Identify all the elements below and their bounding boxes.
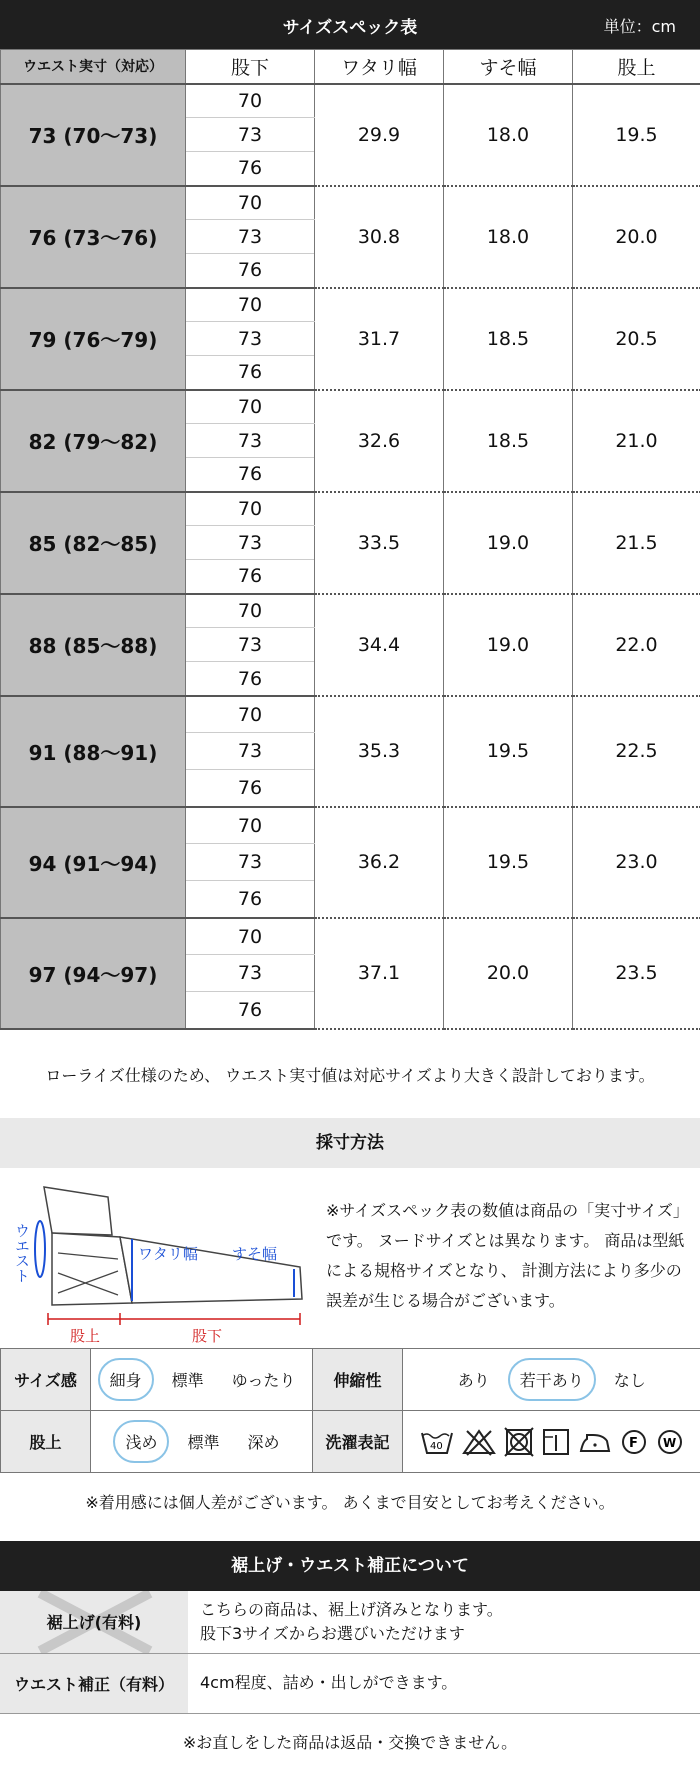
inseam-cell: 73 <box>186 322 315 356</box>
inseam-cell: 70 <box>186 492 315 526</box>
table-row <box>1 84 700 118</box>
stretch-option-slight: 若干あり <box>508 1358 596 1401</box>
rise-option-standard: 標準 <box>187 1433 220 1452</box>
col-header-hem: すそ幅 <box>444 50 573 84</box>
stretch-label: 伸縮性 <box>313 1349 403 1411</box>
inseam-cell: 73 <box>186 220 315 254</box>
laundry-label: 洗濯表記 <box>313 1411 403 1473</box>
inseam-label: 股下 <box>192 1327 223 1345</box>
page-title: サイズスペック表 <box>282 18 418 38</box>
inseam-cell: 73 <box>186 628 315 662</box>
no-tumble-dry-icon <box>503 1427 535 1457</box>
fit-option-loose: ゆったり <box>231 1371 296 1390</box>
inseam-cell: 73 <box>186 424 315 458</box>
wetclean-w-icon <box>655 1427 685 1457</box>
svg-text:W: W <box>662 1435 676 1450</box>
fit-disclaimer: ※着用感には個人差がございます。 あくまで目安としてお考えください。 <box>85 1493 615 1512</box>
waist-cell: 79 (76〜79) <box>1 288 186 390</box>
fit-table <box>0 1348 700 1473</box>
inseam-cell: 76 <box>186 152 315 186</box>
hem-section-title: 裾上げ・ウエスト補正について <box>0 1541 700 1591</box>
inseam-cell: 73 <box>186 844 315 881</box>
inseam-cell: 73 <box>186 526 315 560</box>
wash-40-icon <box>419 1427 455 1457</box>
rise-cell: 23.5 <box>573 918 700 1029</box>
thigh-cell: 37.1 <box>315 918 444 1029</box>
waist-label: ウエスト <box>13 1223 31 1283</box>
table-row <box>1 492 700 526</box>
hem-table <box>0 1591 700 1714</box>
rise-cell: 20.5 <box>573 288 700 390</box>
hem-cell: 19.0 <box>444 594 573 696</box>
col-header-inseam: 股下 <box>186 50 315 84</box>
pants-measure-diagram <box>0 1175 320 1345</box>
unit-label: 単位：cm <box>603 17 676 36</box>
waist-cell: 97 (94〜97) <box>1 918 186 1029</box>
inseam-cell: 70 <box>186 186 315 220</box>
laundry-icons <box>403 1427 700 1457</box>
hip-shape <box>52 1233 132 1305</box>
svg-text:F: F <box>628 1435 638 1451</box>
fit-label: サイズ感 <box>1 1349 91 1411</box>
size-table <box>0 49 700 1030</box>
inseam-cell: 76 <box>186 560 315 594</box>
hem-cell: 19.5 <box>444 696 573 807</box>
inseam-cell: 76 <box>186 356 315 390</box>
col-header-thigh: ワタリ幅 <box>315 50 444 84</box>
svg-text:40: 40 <box>429 1440 443 1452</box>
thigh-cell: 33.5 <box>315 492 444 594</box>
inseam-cell: 70 <box>186 918 315 955</box>
hem-cell: 18.5 <box>444 390 573 492</box>
rise-cell: 21.0 <box>573 390 700 492</box>
rise-label: 股上 <box>70 1327 101 1345</box>
hem-description <box>188 1591 700 1653</box>
rise-cell: 23.0 <box>573 807 700 918</box>
rise-cell: 20.0 <box>573 186 700 288</box>
inseam-cell: 70 <box>186 288 315 322</box>
header-bar <box>0 0 700 49</box>
thigh-label: ワタリ幅 <box>138 1245 198 1263</box>
inseam-cell: 76 <box>186 662 315 696</box>
inseam-cell: 73 <box>186 955 315 992</box>
inseam-cell: 73 <box>186 733 315 770</box>
no-bleach-icon <box>461 1427 497 1457</box>
waistband-shape <box>44 1187 112 1235</box>
waist-cell: 76 (73〜76) <box>1 186 186 288</box>
inseam-cell: 73 <box>186 118 315 152</box>
hem-line-2: 股下3サイズからお選びいただけます <box>200 1623 465 1643</box>
rise-cell: 22.5 <box>573 696 700 807</box>
thigh-cell: 32.6 <box>315 390 444 492</box>
waist-adjust-label: ウエスト補正（有料） <box>0 1653 188 1713</box>
thigh-cell: 36.2 <box>315 807 444 918</box>
thigh-cell: 31.7 <box>315 288 444 390</box>
measure-note: ※サイズスペック表の数値は商品の「実寸サイズ」です。 ヌードサイズとは異なります。 商品は型紙による規格サイズとなり、 計測方法により多少の誤差が生じる場合がございます。 <box>326 1201 689 1310</box>
waist-ellipse <box>35 1221 45 1277</box>
table-row <box>1 696 700 733</box>
rise-cell: 19.5 <box>573 84 700 186</box>
rise-label-row: 股上 <box>1 1411 91 1473</box>
waist-cell: 91 (88〜91) <box>1 696 186 807</box>
thigh-cell: 35.3 <box>315 696 444 807</box>
fit-option-slim: 細身 <box>98 1358 154 1401</box>
waist-cell: 73 (70〜73) <box>1 84 186 186</box>
table-row <box>1 390 700 424</box>
inseam-cell: 70 <box>186 390 315 424</box>
table-row <box>1 918 700 955</box>
inseam-cell: 76 <box>186 992 315 1029</box>
inseam-cell: 70 <box>186 594 315 628</box>
hem-cell: 19.5 <box>444 807 573 918</box>
inseam-cell: 70 <box>186 696 315 733</box>
inseam-cell: 76 <box>186 770 315 807</box>
waist-cell: 82 (79〜82) <box>1 390 186 492</box>
hem-cell: 19.0 <box>444 492 573 594</box>
inseam-cell: 70 <box>186 84 315 118</box>
dryclean-f-icon <box>619 1427 649 1457</box>
line-dry-icon <box>541 1427 571 1457</box>
rise-cell: 22.0 <box>573 594 700 696</box>
hem-cell: 18.5 <box>444 288 573 390</box>
rise-cell: 21.5 <box>573 492 700 594</box>
hem-label: すそ幅 <box>232 1245 278 1263</box>
stretch-option-yes: あり <box>457 1371 490 1390</box>
inseam-cell: 76 <box>186 254 315 288</box>
table-row <box>1 807 700 844</box>
stretch-option-no: なし <box>613 1371 646 1390</box>
low-rise-note: ローライズ仕様のため、 ウエスト実寸値は対応サイズより大きく設計しております。 <box>45 1066 655 1085</box>
thigh-cell: 30.8 <box>315 186 444 288</box>
thigh-cell: 29.9 <box>315 84 444 186</box>
hem-cell: 20.0 <box>444 918 573 1029</box>
hem-label: 裾上げ(有料) <box>46 1613 142 1633</box>
inseam-cell: 76 <box>186 458 315 492</box>
hem-cell: 18.0 <box>444 84 573 186</box>
fit-option-standard: 標準 <box>171 1371 204 1390</box>
hem-label-cell <box>0 1591 188 1653</box>
thigh-cell: 34.4 <box>315 594 444 696</box>
inseam-cell: 76 <box>186 881 315 918</box>
alteration-note: ※お直しをした商品は返品・交換できません。 <box>182 1733 518 1752</box>
hem-cell: 18.0 <box>444 186 573 288</box>
table-row <box>1 186 700 220</box>
table-row <box>1 288 700 322</box>
iron-low-icon <box>577 1427 613 1457</box>
rise-option-low: 浅め <box>113 1420 169 1463</box>
col-header-waist: ウエスト実寸（対応） <box>1 50 186 84</box>
waist-cell: 85 (82〜85) <box>1 492 186 594</box>
waist-adjust-text: 4cm程度、詰め・出しができます。 <box>188 1653 700 1713</box>
rise-option-deep: 深め <box>247 1433 280 1452</box>
waist-cell: 94 (91〜94) <box>1 807 186 918</box>
inseam-cell: 70 <box>186 807 315 844</box>
hem-line-1: こちらの商品は、裾上げ済みとなります。 <box>200 1599 503 1619</box>
size-table-header <box>1 50 700 84</box>
table-row <box>1 594 700 628</box>
col-header-rise: 股上 <box>573 50 700 84</box>
measure-section-title: 採寸方法 <box>0 1118 700 1168</box>
waist-cell: 88 (85〜88) <box>1 594 186 696</box>
